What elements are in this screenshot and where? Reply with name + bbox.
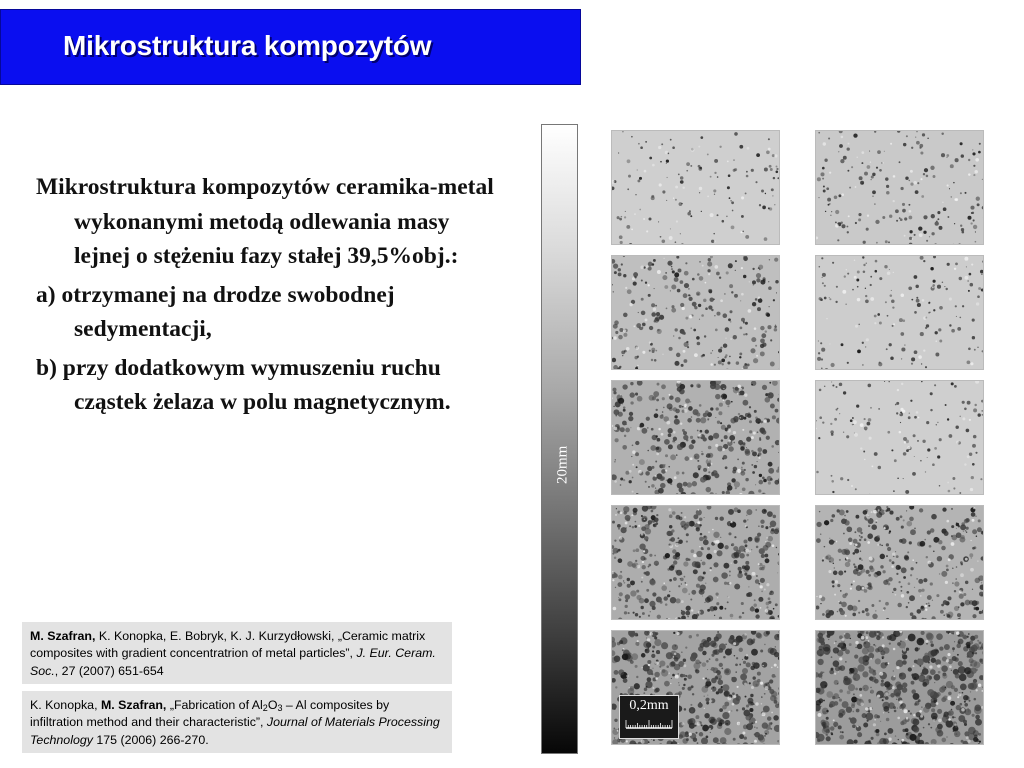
reference-2-title-a: „Fabrication of Al xyxy=(166,698,263,712)
description-intro: Mikrostruktura kompozytów ceramika-metal wykonanymi metodą odlewania masy lejnej o stężeniu fazy stałej 39,5%obj.: xyxy=(36,174,494,269)
reference-2-author: K. Konopka, xyxy=(30,698,101,712)
reference-1-authors: K. Konopka, E. Bobryk, K. J. Kurzydłowski, „Ceramic matrix composites with gradient concentratrion of metal particles”, xyxy=(30,629,426,661)
reference-2-title-c: – Al composites by infiltration method and their characteristic”, xyxy=(30,698,390,730)
micrograph-a-2 xyxy=(611,255,780,370)
scale-ruler-icon xyxy=(625,718,673,734)
reference-2 xyxy=(22,691,452,753)
reference-2-journal: Journal of Materials Processing Technology xyxy=(30,715,440,747)
description-text xyxy=(36,170,506,424)
description-item-a: a) otrzymanej na drodze swobodnej sedymentacji, xyxy=(36,281,395,342)
reference-2-title-b: O xyxy=(267,698,278,712)
reference-1-author: M. Szafran, xyxy=(30,629,96,643)
description-item-b: b) przy dodatkowym wymuszeniu ruchu cząstek żelaza w polu magnetycznym. xyxy=(36,354,451,415)
reference-1-journal: J. Eur. Ceram. Soc. xyxy=(30,646,436,678)
gradient-scale-label: 20mm xyxy=(554,445,571,485)
scale-bar-label: 0,2mm xyxy=(629,698,669,713)
reference-2-details: 175 (2006) 266-270. xyxy=(92,732,209,747)
slide-title: Mikrostruktura kompozytów xyxy=(63,30,432,61)
micrograph-b-1 xyxy=(815,130,984,245)
micrograph-a-1 xyxy=(611,130,780,245)
reference-2-sub-3: 3 xyxy=(277,703,283,713)
scale-bar-box xyxy=(619,695,679,739)
micrograph-b-5 xyxy=(815,630,984,745)
micrograph-a-3 xyxy=(611,380,780,495)
micrograph-b-3 xyxy=(815,380,984,495)
micrograph-a-4 xyxy=(611,505,780,620)
reference-1-details: , 27 (2007) 651-654 xyxy=(54,663,164,678)
reference-2-sub-2: 2 xyxy=(262,703,268,713)
reference-1 xyxy=(22,622,452,684)
micrograph-b-2 xyxy=(815,255,984,370)
micrograph-b-4 xyxy=(815,505,984,620)
reference-2-author-bold: M. Szafran, xyxy=(100,698,167,712)
gradient-scale-bar xyxy=(541,124,578,754)
